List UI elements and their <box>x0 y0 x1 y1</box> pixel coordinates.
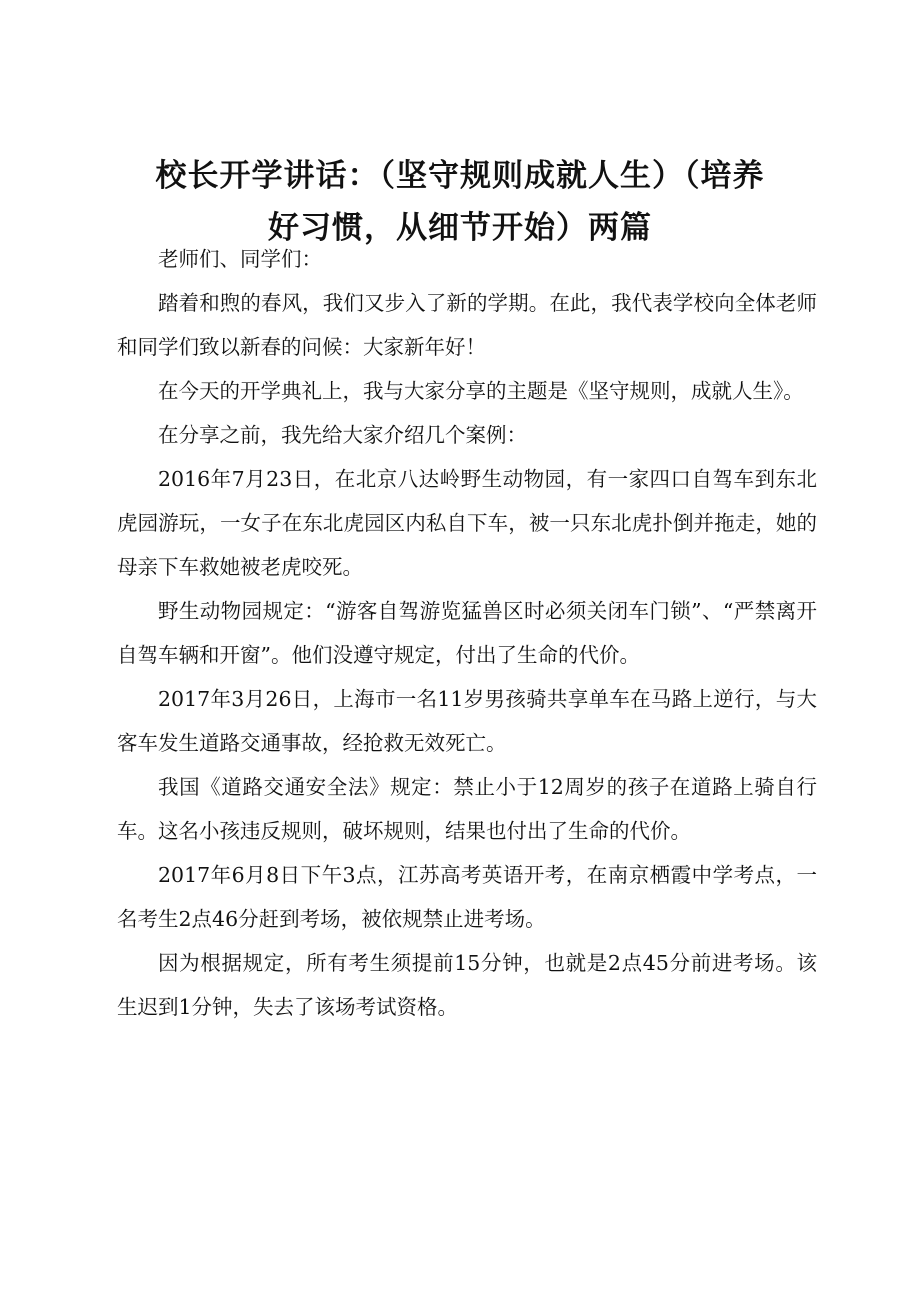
paragraph-traffic-law: 我国《道路交通安全法》规定：禁止小于12周岁的孩子在道路上骑自行车。这名小孩违反规则，破坏规则，结果也付出了生命的代价。 <box>117 775 817 843</box>
title-line-1: 校长开学讲话：（坚守规则成就人生）（培养 <box>155 158 765 194</box>
title-line-2: 好习惯，从细节开始）两篇 <box>268 210 652 246</box>
document-body <box>117 237 817 1029</box>
salutation: 老师们、同学们： <box>158 247 322 271</box>
paragraph-case-exam: 2017年6月8日下午3点，江苏高考英语开考，在南京栖霞中学考点，一名考生2点46分赶到考场，被依规禁止进考场。 <box>117 863 817 931</box>
paragraph-case-bike: 2017年3月26日，上海市一名11岁男孩骑共享单车在马路上逆行，与大客车发生道路交通事故，经抢救无效死亡。 <box>117 687 817 755</box>
paragraph-theme: 在今天的开学典礼上，我与大家分享的主题是《坚守规则，成就人生》。 <box>158 379 804 403</box>
paragraph-case-zoo: 2016年7月23日，在北京八达岭野生动物园，有一家四口自驾车到东北虎园游玩，一女子在东北虎园区内私自下车，被一只东北虎扑倒并拖走，她的母亲下车救她被老虎咬死。 <box>117 467 817 579</box>
paragraph-exam-rule: 因为根据规定，所有考生须提前15分钟，也就是2点45分前进考场。该生迟到1分钟，失去了该场考试资格。 <box>117 951 817 1019</box>
paragraph-greeting: 踏着和煦的春风，我们又步入了新的学期。在此，我代表学校向全体老师和同学们致以新春的问候：大家新年好！ <box>117 291 817 359</box>
paragraph-case-intro: 在分享之前，我先给大家介绍几个案例： <box>158 423 527 447</box>
paragraph-zoo-rule: 野生动物园规定：“游客自驾游览猛兽区时必须关闭车门锁”、“严禁离开自驾车辆和开窗”。他们没遵守规定，付出了生命的代价。 <box>117 599 817 667</box>
